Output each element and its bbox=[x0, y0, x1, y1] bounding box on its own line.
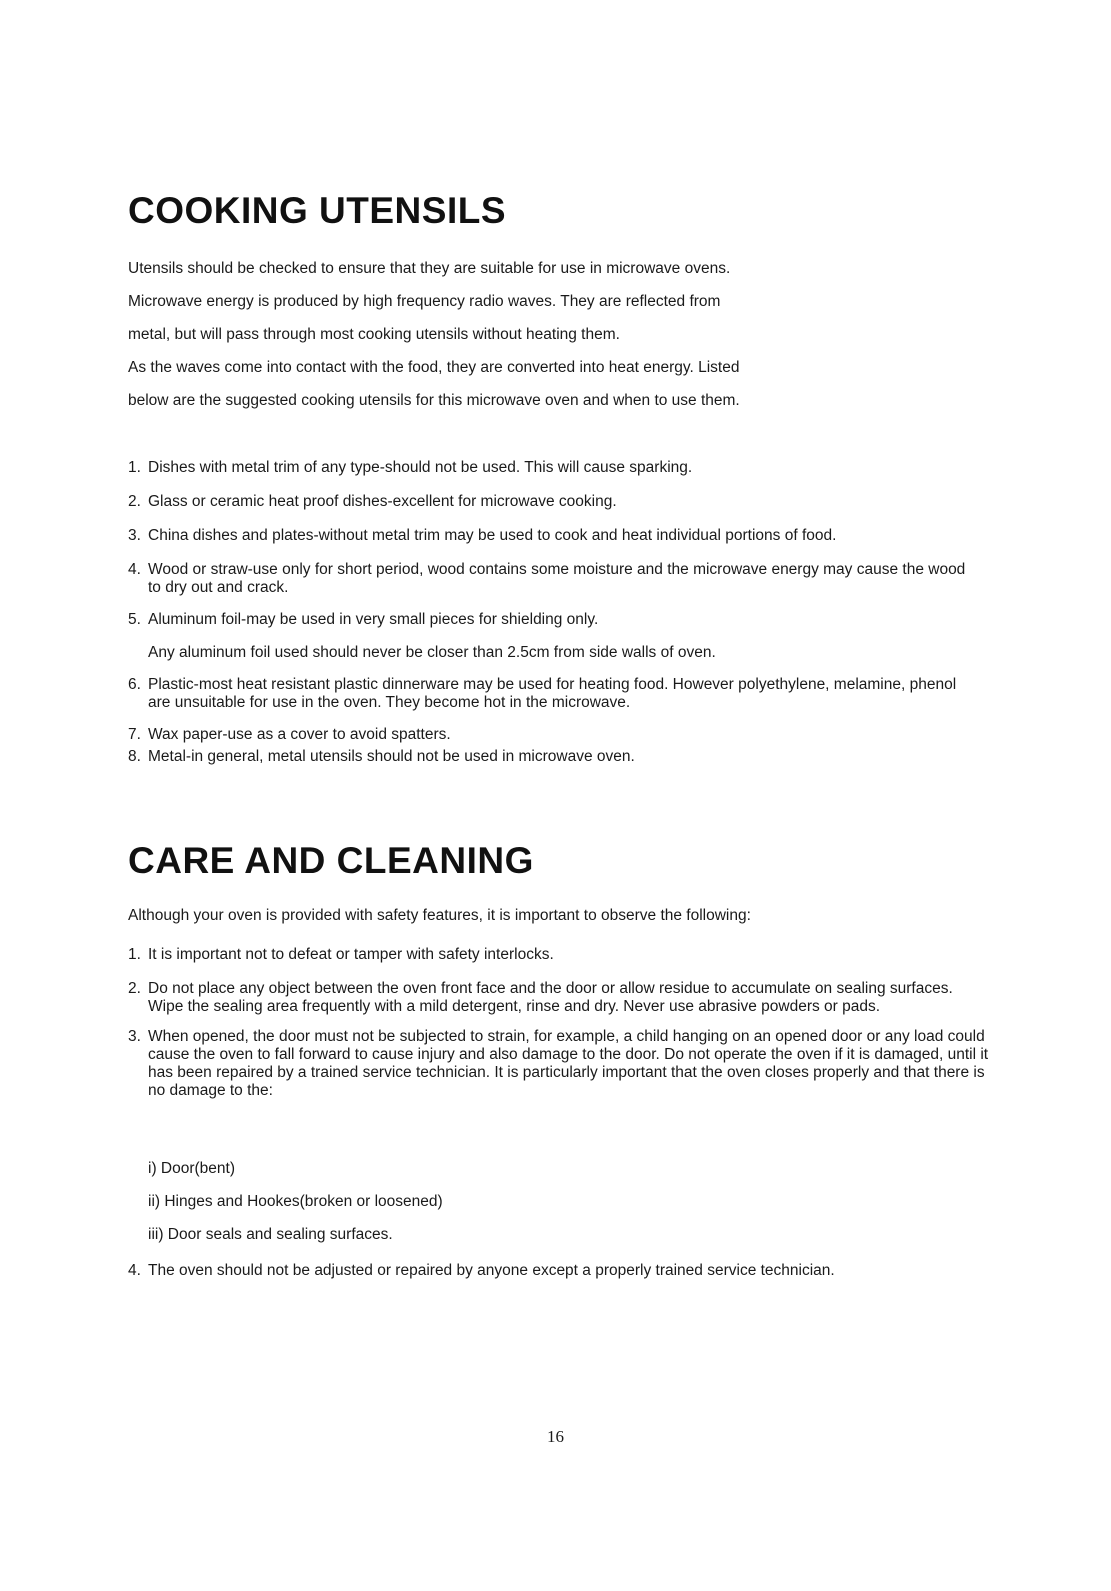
damage-subitem: ii) Hinges and Hookes(broken or loosened) bbox=[148, 1193, 443, 1210]
list-item bbox=[128, 748, 988, 766]
list-number: 5. bbox=[128, 611, 141, 628]
list-item bbox=[128, 1028, 993, 1100]
list-item bbox=[128, 527, 988, 545]
list-number: 6. bbox=[128, 676, 141, 693]
page-number: 16 bbox=[547, 1427, 564, 1446]
care-and-cleaning-title: CARE AND CLEANING bbox=[128, 840, 534, 881]
list-number: 1. bbox=[128, 946, 141, 963]
list-item bbox=[128, 561, 978, 597]
damage-subitem: i) Door(bent) bbox=[148, 1160, 235, 1177]
cooking-intro-line: below are the suggested cooking utensils for this microwave oven and when to use them. bbox=[128, 392, 740, 409]
list-text: Do not place any object between the oven front face and the door or allow residue to accumulate on sealing surfaces. Wipe the sealing area frequently with a mild detergent, rinse and dry. Never use abrasive powders or pads. bbox=[148, 980, 953, 1015]
list-text: Metal-in general, metal utensils should not be used in microwave oven. bbox=[148, 748, 635, 765]
list-number: 3. bbox=[128, 1028, 141, 1045]
care-cleaning-list-continued bbox=[128, 1262, 988, 1280]
list-subtext: Any aluminum foil used should never be closer than 2.5cm from side walls of oven. bbox=[148, 644, 716, 661]
list-item bbox=[128, 459, 988, 477]
list-number: 2. bbox=[128, 493, 141, 510]
list-text: Wood or straw-use only for short period, wood contains some moisture and the microwave energy may cause the wood to dry out and crack. bbox=[148, 561, 966, 596]
list-text: It is important not to defeat or tamper with safety interlocks. bbox=[148, 946, 554, 963]
care-intro bbox=[128, 904, 988, 928]
list-number: 1. bbox=[128, 459, 141, 476]
list-text: Glass or ceramic heat proof dishes-excellent for microwave cooking. bbox=[148, 493, 617, 510]
list-item bbox=[128, 1262, 988, 1280]
cooking-intro-line: As the waves come into contact with the food, they are converted into heat energy. Listed bbox=[128, 359, 740, 376]
list-item bbox=[128, 726, 988, 744]
list-number: 3. bbox=[128, 527, 141, 544]
cooking-intro bbox=[128, 252, 988, 417]
damage-subitem: iii) Door seals and sealing surfaces. bbox=[148, 1226, 393, 1243]
list-number: 4. bbox=[128, 1262, 141, 1279]
list-item bbox=[128, 980, 968, 1016]
care-intro-line: Although your oven is provided with safety features, it is important to observe the following: bbox=[128, 907, 751, 924]
list-item bbox=[128, 946, 988, 964]
list-text: Aluminum foil-may be used in very small pieces for shielding only. bbox=[148, 611, 599, 628]
list-text: Plastic-most heat resistant plastic dinnerware may be used for heating food. However polyethylene, melamine, phenol are unsuitable for use in the oven. They become hot in the microwave. bbox=[148, 676, 957, 711]
list-text: When opened, the door must not be subjected to strain, for example, a child hanging on an opened door or any load could cause the oven to fall forward to cause injury and also damage to the door. Do not operate the oven if it is damaged, until it has been repaired by a trained service technician. It is particularly important that the oven closes properly and that there is no damage to the: bbox=[148, 1028, 989, 1099]
list-item bbox=[128, 493, 988, 511]
list-number: 7. bbox=[128, 726, 141, 743]
list-number: 4. bbox=[128, 561, 141, 578]
list-text: Dishes with metal trim of any type-should not be used. This will cause sparking. bbox=[148, 459, 693, 476]
cooking-intro-line: Microwave energy is produced by high frequency radio waves. They are reflected from bbox=[128, 293, 721, 310]
list-number: 2. bbox=[128, 980, 141, 997]
cooking-intro-line: Utensils should be checked to ensure that they are suitable for use in microwave ovens. bbox=[128, 260, 731, 277]
cooking-utensils-title: COOKING UTENSILS bbox=[128, 190, 507, 231]
cooking-utensils-list bbox=[128, 459, 988, 766]
care-cleaning-list bbox=[128, 946, 988, 1100]
cooking-intro-line: metal, but will pass through most cooking utensils without heating them. bbox=[128, 326, 620, 343]
list-text: The oven should not be adjusted or repaired by anyone except a properly trained service technician. bbox=[148, 1262, 835, 1279]
list-number: 8. bbox=[128, 748, 141, 765]
list-item bbox=[128, 676, 978, 712]
list-text: Wax paper-use as a cover to avoid spatters. bbox=[148, 726, 451, 743]
list-item bbox=[128, 611, 988, 662]
list-text: China dishes and plates-without metal trim may be used to cook and heat individual portions of food. bbox=[148, 527, 837, 544]
